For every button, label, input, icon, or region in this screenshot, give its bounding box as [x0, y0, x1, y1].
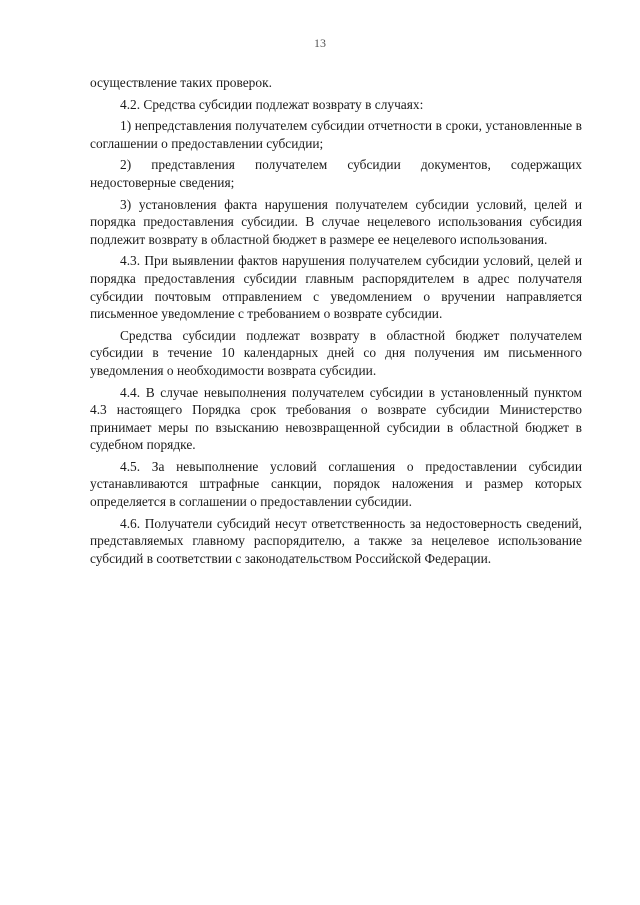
paragraph-4-3-return: Средства субсидии подлежат возврату в областной бюджет получателем субсидии в течение 10 календарных дней со дня получения им письменного уведомления о необходимости возврата субсидии. [90, 327, 582, 378]
paragraph-4-2: 4.2. Средства субсидии подлежат возврату в случаях: [120, 96, 424, 112]
page-number: 13 [314, 36, 326, 50]
paragraph-4-4: 4.4. В случае невыполнения получателем субсидии в установленный пунктом 4.3 настоящего Порядка срок требования о возврате субсидии Министерство принимает меры по взысканию невозвращенной субсидии в областной бюджет в судебном порядке. [90, 384, 582, 453]
paragraph-4-3: 4.3. При выявлении фактов нарушения получателем субсидии условий, целей и порядка предоставления субсидии главным распорядителем в адрес получателя субсидии почтовым отправлением с уведомлением о вручении направляется письменное уведомление с требованием о возврате субсидии. [90, 253, 582, 322]
paragraph-4-5: 4.5. За невыполнение условий соглашения о предоставлении субсидии устанавливаются штрафные санкции, порядок наложения и размер которых определяется в соглашении о предоставлении субсидии. [90, 458, 582, 510]
document-body [90, 74, 582, 571]
paragraph-4-6: 4.6. Получатели субсидий несут ответственность за недостоверность сведений, представляемых главному распорядителю, а также за нецелевое использование субсидий в соответствии с законодательством Российской Федерации. [90, 515, 582, 566]
paragraph-4-2-item-3: 3) установления факта нарушения получателем субсидии условий, целей и порядка предоставления субсидии. В случае нецелевого использования субсидия подлежит возврату в областной бюджет в размере ее нецелевого использования. [90, 196, 582, 247]
paragraph-continuation: осуществление таких проверок. [90, 75, 272, 90]
paragraph-4-2-item-1: 1) непредставления получателем субсидии отчетности в сроки, установленные в соглашении о предоставлении субсидии; [90, 118, 582, 151]
paragraph-4-2-item-2: 2) представления получателем субсидии документов, содержащих недостоверные сведения; [90, 157, 582, 190]
